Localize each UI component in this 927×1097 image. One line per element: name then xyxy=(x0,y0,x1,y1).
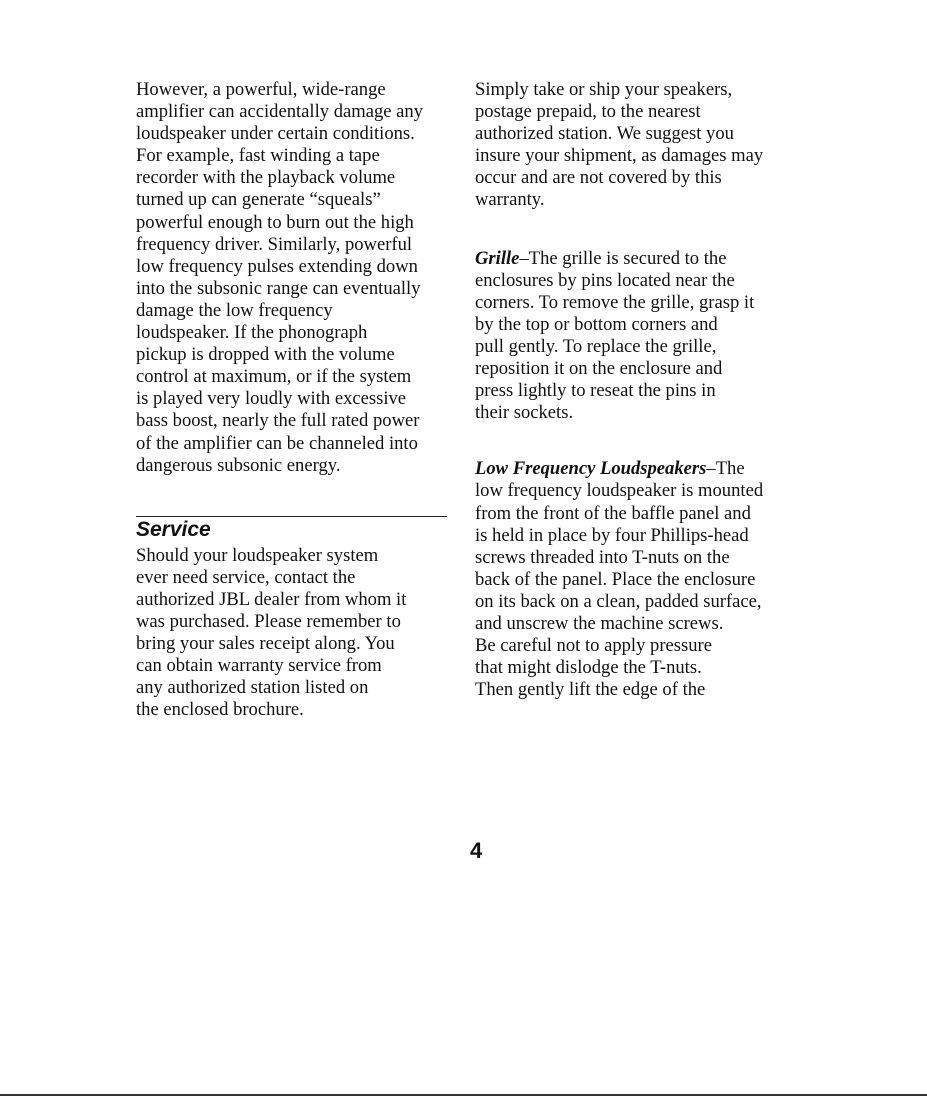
text-line: damage the low frequency xyxy=(136,299,333,321)
text-line: screws threaded into T-nuts on the xyxy=(475,546,730,568)
text-line: back of the panel. Place the enclosure xyxy=(475,568,756,590)
left-column xyxy=(136,79,456,721)
grille-paragraph xyxy=(475,248,795,425)
text-line: is held in place by four Phillips-head xyxy=(475,524,749,546)
page-number: 4 xyxy=(470,838,483,863)
low-frequency-paragraph xyxy=(475,458,795,701)
text-line: authorized station. We suggest you xyxy=(475,123,734,145)
text-line: is played very loudly with excessive xyxy=(136,388,407,410)
text-line: Then gently lift the edge of the xyxy=(475,679,706,701)
grille-heading: Grille xyxy=(475,247,520,269)
text-line: authorized JBL dealer from whom it xyxy=(136,588,407,610)
text-line: For example, fast winding a tape xyxy=(136,145,380,167)
service-heading: Service xyxy=(136,517,211,541)
text-line: can obtain warranty service from xyxy=(136,655,382,677)
page-bottom-edge xyxy=(0,1094,927,1096)
text-line: their sockets. xyxy=(475,402,574,424)
text-line: by the top or bottom corners and xyxy=(475,313,718,335)
text-line: dangerous subsonic energy. xyxy=(136,454,341,476)
grille-first-line: –The grille is secured to the xyxy=(519,247,727,269)
text-line: insure your shipment, as damages may xyxy=(475,145,764,167)
text-line: low frequency loudspeaker is mounted xyxy=(475,480,764,502)
text-line: into the subsonic range can eventually xyxy=(136,277,421,299)
text-line: of the amplifier can be channeled into xyxy=(136,432,418,454)
text-line: reposition it on the enclosure and xyxy=(475,358,723,380)
right-column xyxy=(475,79,795,701)
text-line: and unscrew the machine screws. xyxy=(475,612,724,634)
text-line: pull gently. To replace the grille, xyxy=(475,335,717,357)
text-line: low frequency pulses extending down xyxy=(136,255,418,277)
text-line: Should your loudspeaker system xyxy=(136,544,379,566)
text-line xyxy=(475,458,795,480)
text-line xyxy=(475,248,795,270)
text-line: control at maximum, or if the system xyxy=(136,366,412,388)
text-line: corners. To remove the grille, grasp it xyxy=(475,291,755,313)
text-line: that might dislodge the T-nuts. xyxy=(475,657,702,679)
text-line: warranty. xyxy=(475,189,545,211)
text-line: amplifier can accidentally damage any xyxy=(136,101,424,123)
text-line: any authorized station listed on xyxy=(136,677,369,699)
text-line: ever need service, contact the xyxy=(136,566,356,588)
text-line: postage prepaid, to the nearest xyxy=(475,101,701,123)
text-line: pickup is dropped with the volume xyxy=(136,344,395,366)
service-paragraph xyxy=(136,545,456,722)
amplifier-warning-paragraph xyxy=(136,79,456,477)
text-line: turned up can generate “squeals” xyxy=(136,189,381,211)
text-line: loudspeaker under certain conditions. xyxy=(136,123,415,145)
shipping-paragraph xyxy=(475,79,795,212)
text-line: frequency driver. Similarly, powerful xyxy=(136,233,413,255)
text-line: loudspeaker. If the phonograph xyxy=(136,322,368,344)
text-line: bass boost, nearly the full rated power xyxy=(136,410,420,432)
text-line: recorder with the playback volume xyxy=(136,167,396,189)
low-frequency-first-line: –The xyxy=(706,458,745,480)
text-line: the enclosed brochure. xyxy=(136,699,304,721)
text-line: Simply take or ship your speakers, xyxy=(475,79,733,100)
text-line: Be careful not to apply pressure xyxy=(475,635,712,657)
text-line: occur and are not covered by this xyxy=(475,167,722,189)
text-line: press lightly to reseat the pins in xyxy=(475,380,716,402)
text-line: from the front of the baffle panel and xyxy=(475,502,751,524)
text-line: However, a powerful, wide-range xyxy=(136,79,386,100)
text-line: on its back on a clean, padded surface, xyxy=(475,590,762,612)
text-line: was purchased. Please remember to xyxy=(136,610,401,632)
low-frequency-heading: Low Frequency Loudspeakers xyxy=(475,458,707,480)
text-line: enclosures by pins located near the xyxy=(475,269,735,291)
text-line: bring your sales receipt along. You xyxy=(136,633,395,655)
text-line: powerful enough to burn out the high xyxy=(136,211,414,233)
